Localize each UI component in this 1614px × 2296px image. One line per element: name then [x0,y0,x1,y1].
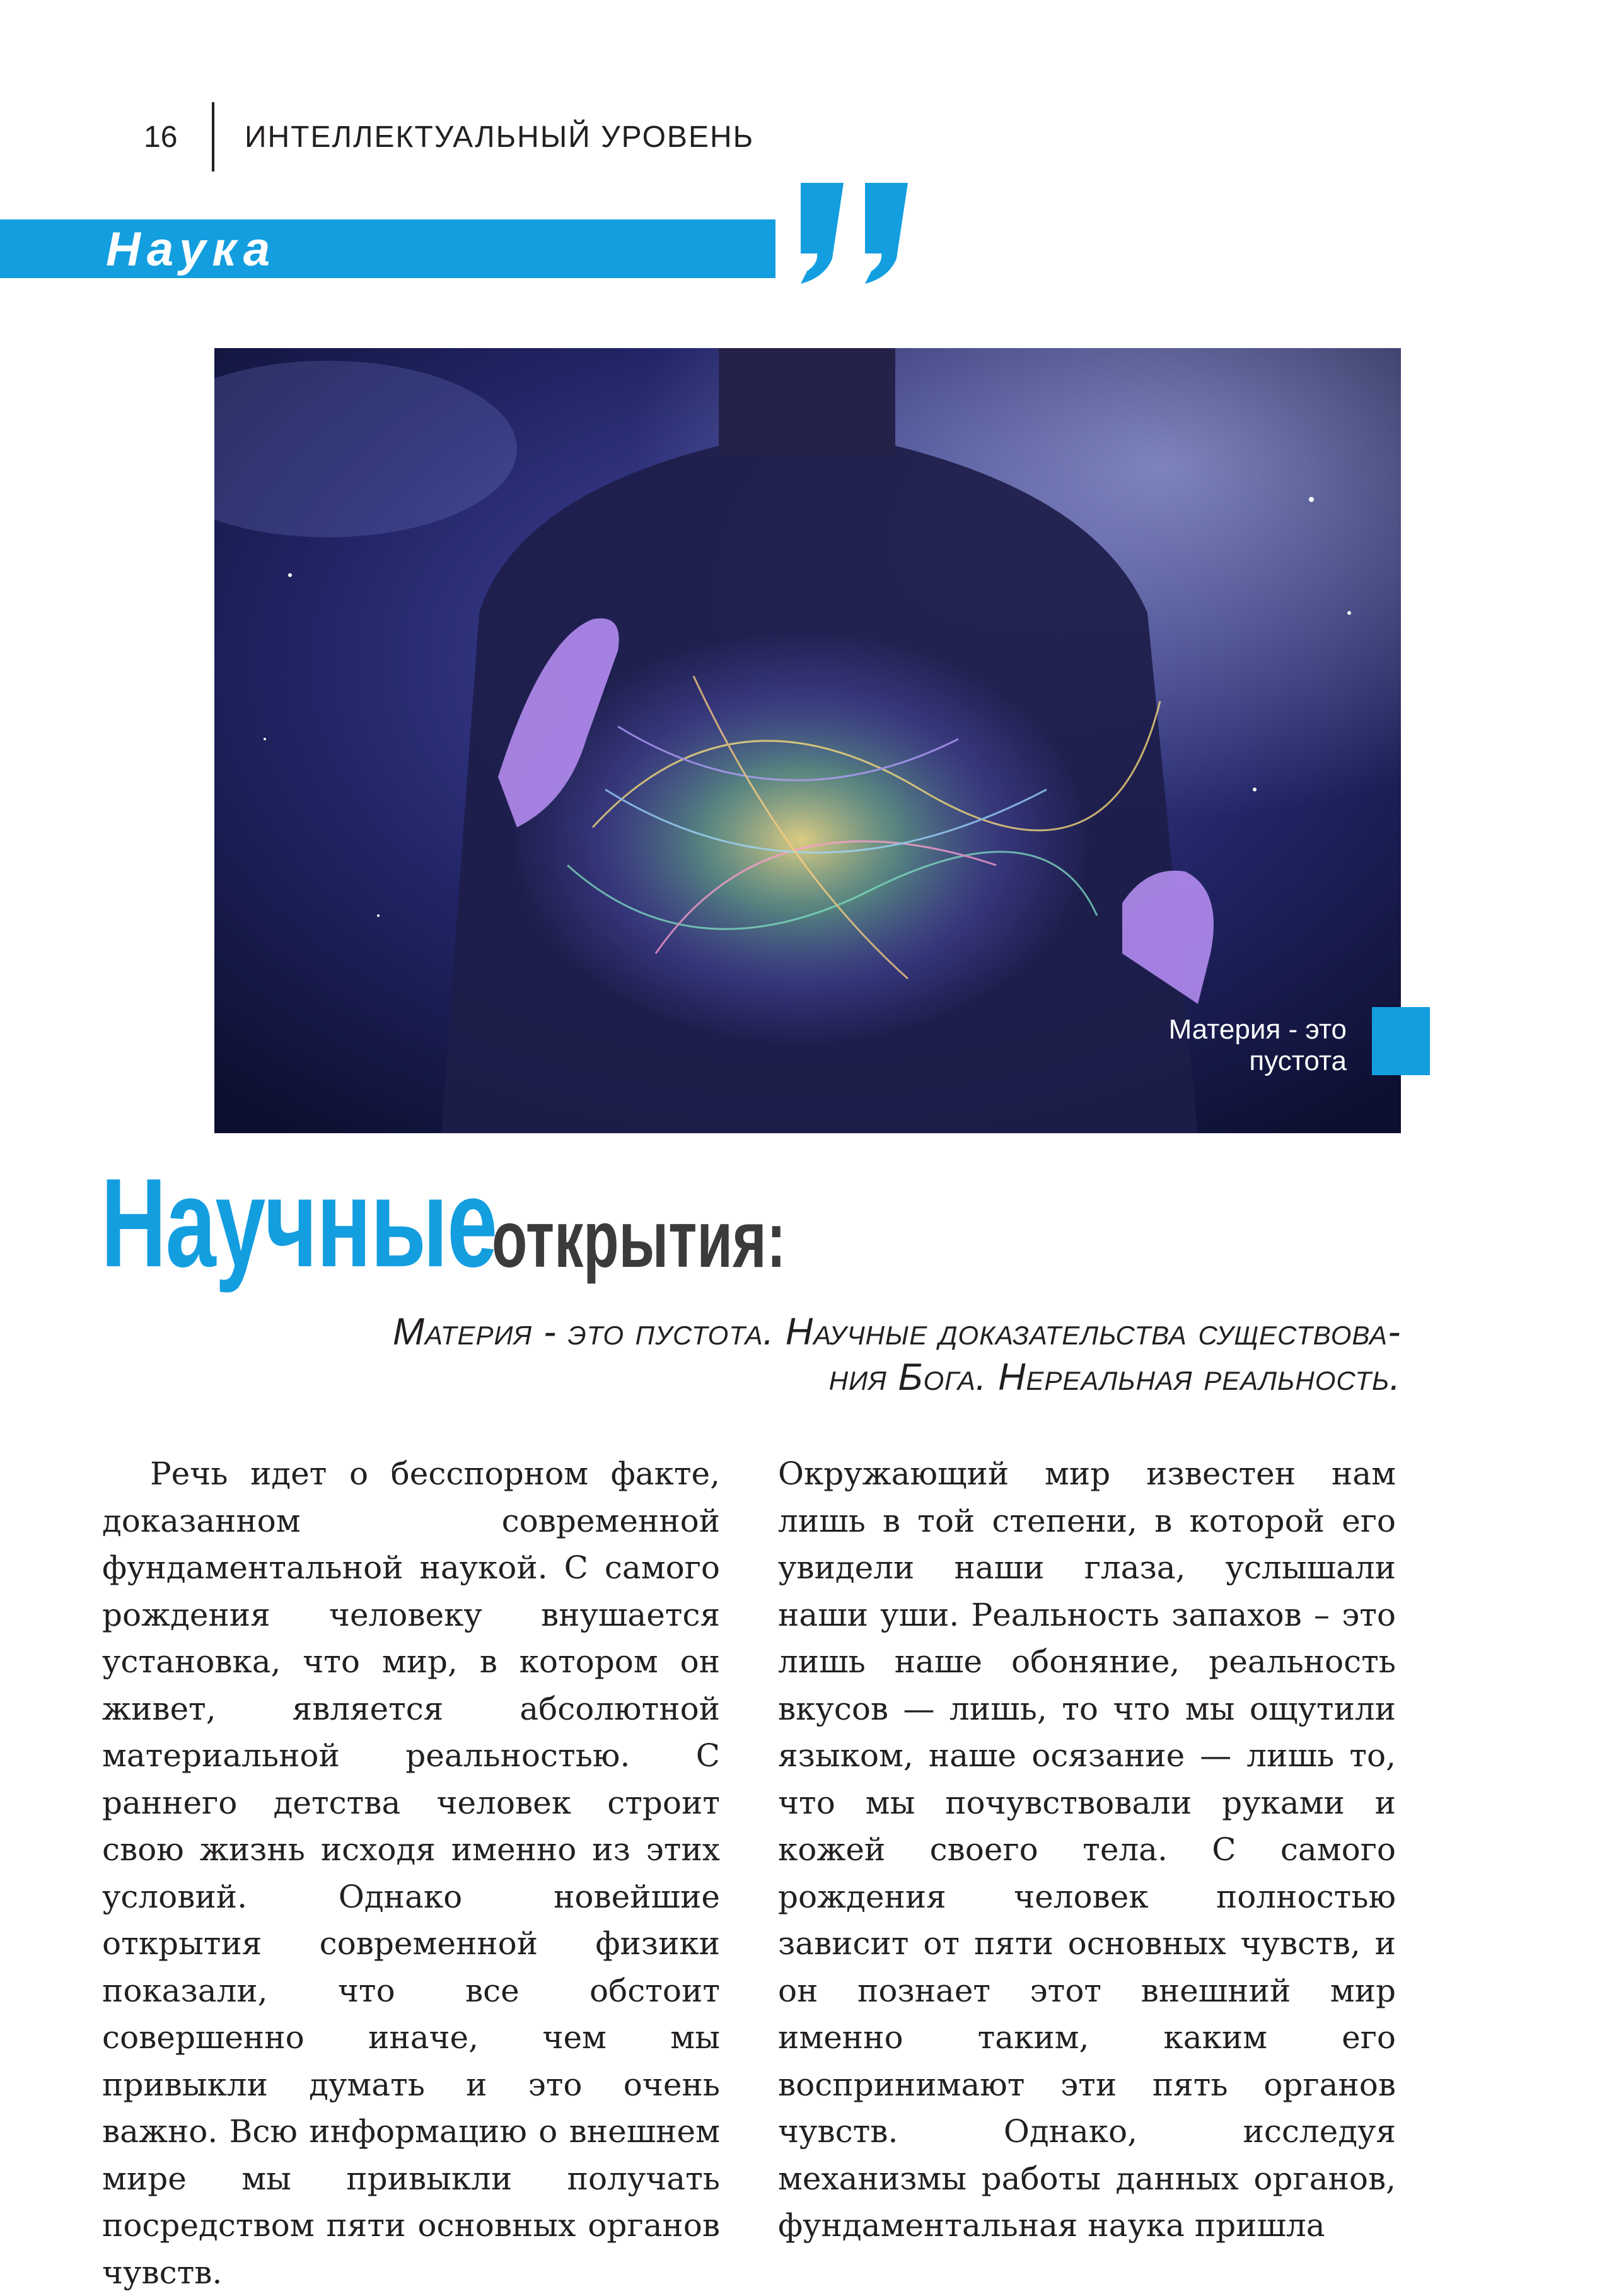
article-subtitle [315,1309,1401,1400]
running-head: ИНТЕЛЛЕКТУАЛЬНЫЙ УРОВЕНЬ [245,120,755,154]
quote-mark-icon [788,183,920,284]
title-word-scientific: Научные [101,1153,497,1293]
subtitle-line-1: Материя - это пустота. Научные доказательства существова- [393,1310,1401,1353]
page-number: 16 [144,120,178,154]
image-caption [1034,1014,1347,1077]
caption-line-2: пустота [1249,1046,1347,1076]
subtitle-line-2: ния Бога. Нереальная реальность. [828,1356,1401,1398]
title-word-discoveries: открытия: [492,1194,786,1285]
caption-line-1: Материя - это [1168,1014,1347,1045]
body-column-left: Речь идет о бесспорном факте, доказанном современной фундаментальной наукой. С самого рождения человеку внушается установка, что мир, в котором он живет, является абсолютной материальной реальностью. С раннего детства человек строит свою жизнь исходя именно из этих условий. Однако новейшие открытия современной физики показали, что все обстоит совершенно иначе, чем мы привыкли думать и это очень важно. Всю информацию о внешнем мире мы привыкли получать посредством пяти основных органов чувств. [102,1455,720,2291]
section-label: Наука [106,223,277,276]
header-divider [212,102,214,172]
caption-marker [1372,1007,1430,1075]
body-column-right: Окружающий мир известен нам лишь в той степени, в которой его увидели наши глаза, услышали наши уши. Реальность запахов – это лишь наше обоняние, реальность вкусов — лишь, то что мы ощутили языком, наше осязание — лишь то, что мы почувствовали руками и кожей своего тела. С самого рождения человек полностью зависит от пяти основных чувств, и он познает этот внешний мир именно таким, каким его воспринимают эти пять органов чувств. Однако, исследуя механизмы работы данных органов, фундаментальная наука пришла [778,1455,1396,2244]
